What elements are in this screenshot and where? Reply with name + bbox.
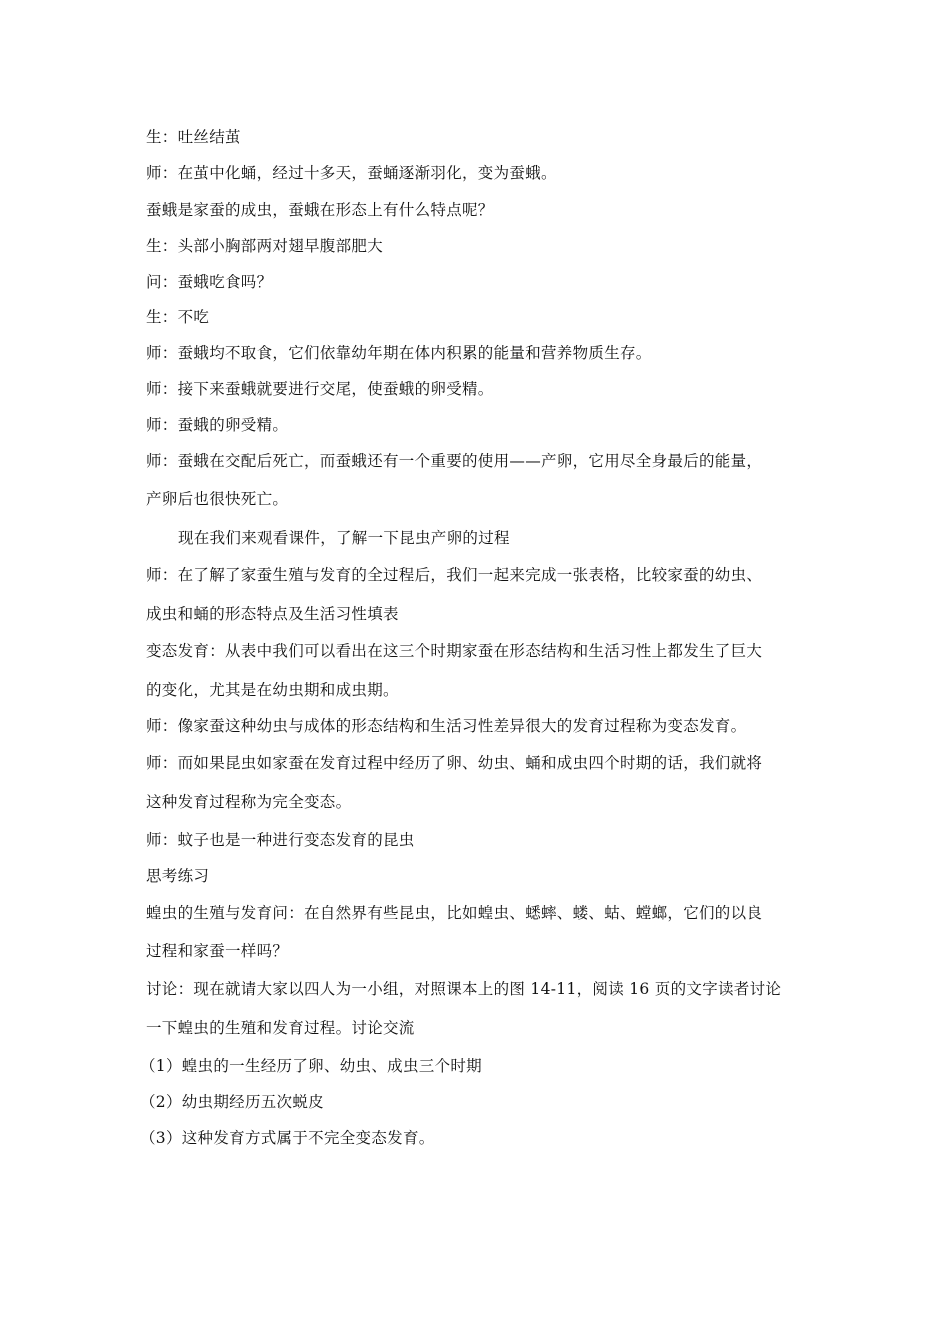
text-line: 蝗虫的生殖与发育问：在自然界有些昆虫，比如蝗虫、蟋蟀、蝼、蛄、螳螂，它们的以良 — [146, 904, 763, 922]
text-line: 师：蚕蛾均不取食，它们依靠幼年期在体内积累的能量和营养物质生存。 — [146, 344, 652, 362]
text-line: 师：在茧中化蛹，经过十多天，蚕蛹逐渐羽化，变为蚕蛾。 — [146, 164, 557, 182]
text-line: 师：像家蚕这种幼虫与成体的形态结构和生活习性差异很大的发育过程称为变态发育。 — [146, 717, 747, 735]
list-item: （1）蝗虫的一生经历了卵、幼虫、成虫三个时期 — [140, 1057, 482, 1075]
text-line: 师：蚊子也是一种进行变态发育的昆虫 — [146, 831, 415, 849]
text-line: 师：蚕蛾的卵受精。 — [146, 416, 289, 434]
text-line: 的变化，尤其是在幼虫期和成虫期。 — [146, 681, 399, 699]
text-line: 生：头部小胸部两对翅早腹部肥大 — [146, 237, 384, 255]
text-line: 师：而如果昆虫如家蚕在发育过程中经历了卵、幼虫、蛹和成虫四个时期的话，我们就将 — [146, 754, 763, 772]
text-line: 产卵后也很快死亡。 — [146, 490, 289, 508]
text-line: 这种发育过程称为完全变态。 — [146, 793, 352, 811]
text-line: 讨论：现在就请大家以四人为一小组，对照课本上的图 14-11，阅读 16 页的文字读者讨论 — [146, 980, 782, 998]
text-line: 过程和家蚕一样吗？ — [146, 942, 289, 960]
text-line: 师：蚕蛾在交配后死亡，而蚕蛾还有一个重要的使用——产卵，它用尽全身最后的能量， — [146, 452, 763, 470]
list-item: （3）这种发育方式属于不完全变态发育。 — [140, 1129, 435, 1147]
text-line: 成虫和蛹的形态特点及生活习性填表 — [146, 605, 399, 623]
text-line: 生：不吃 — [146, 308, 210, 326]
text-line: 生：吐丝结茧 — [146, 128, 241, 146]
text-line: 问：蚕蛾吃食吗？ — [146, 273, 273, 291]
list-item: （2）幼虫期经历五次蜕皮 — [140, 1093, 324, 1111]
text-line: 蚕蛾是家蚕的成虫，蚕蛾在形态上有什么特点呢？ — [146, 201, 494, 219]
text-line: 师：在了解了家蚕生殖与发育的全过程后，我们一起来完成一张表格，比较家蚕的幼虫、 — [146, 566, 763, 584]
text-line: 现在我们来观看课件，了解一下昆虫产卵的过程 — [178, 529, 510, 547]
text-line: 变态发育：从表中我们可以看出在这三个时期家蚕在形态结构和生活习性上都发生了巨大 — [146, 642, 763, 660]
text-line: 师：接下来蚕蛾就要进行交尾，使蚕蛾的卵受精。 — [146, 380, 494, 398]
text-line: 一下蝗虫的生殖和发育过程。讨论交流 — [146, 1019, 415, 1037]
section-heading: 思考练习 — [146, 867, 210, 885]
